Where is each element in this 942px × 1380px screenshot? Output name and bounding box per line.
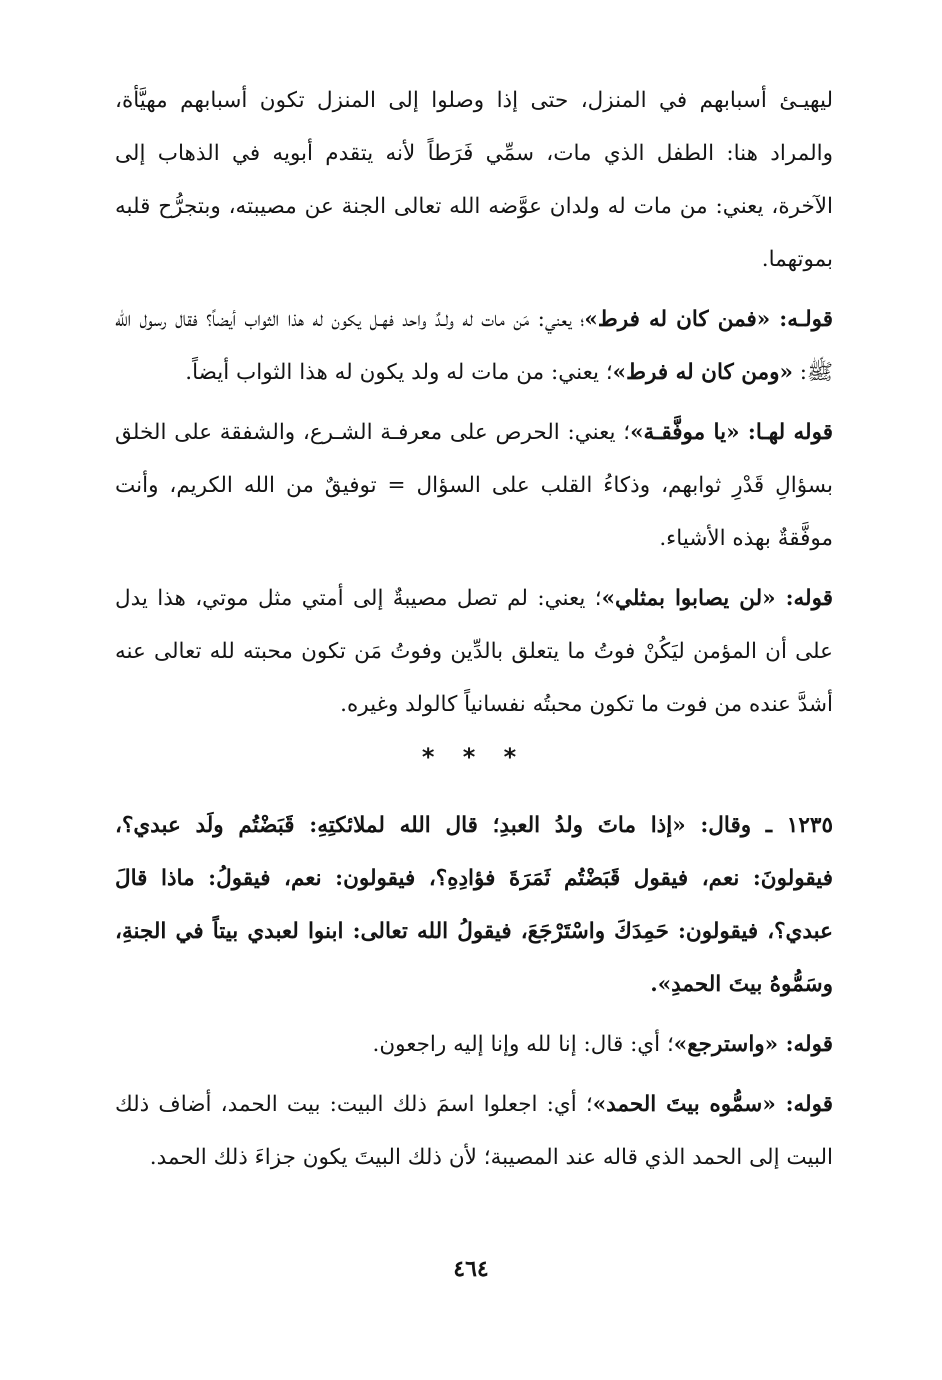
quote-label: قوله: «سمُّوه بيتَ الحمد» bbox=[592, 1092, 833, 1117]
paragraph-text: ؛ يعني: لم تصل مصيبةٌ إلى أمتي مثل موتي، هذا يدل على أن المؤمن ليَكُنْ فوتُ ما يتعلق بالدِّين وفوتُ مَن تكون محبته لله تعالى عنه أشدَّ عنده من فوت ما تكون محبتُه نفسانياً كالولد وغيره. bbox=[115, 586, 833, 717]
paragraph-text: ؛ يعني: من مات له ولد يكون له هذا الثواب أيضاً. bbox=[185, 360, 613, 385]
paragraph-text: ؛ أي: اجعلوا اسمَ ذلك البيت: بيت الحمد، أضاف ذلك البيت إلى الحمد الذي قاله عند المصيبة؛ لأن ذلك البيتَ يكون جزاءَ ذلك الحمد. bbox=[115, 1092, 833, 1170]
hadith-text: ١٢٣٥ ـ وقال: «إذا ماتَ ولدُ العبدِ؛ قال الله لملائكتِهِ: قَبَضْتُم ولَد عبدي؟، فيقولونَ: نعم، فيقول قَبَضْتُم ثَمَرَةَ فؤادِهِ؟، فيقولون: نعم، فيقولُ: ماذا قالَ عبدي؟، فيقولون: حَمِدَكَ واسْتَرْجَعَ، فيقولُ الله تعالى: ابنوا لعبدي بيتاً في الجنةِ، وسَمُّوهُ بيتَ الحمدِ». bbox=[115, 813, 833, 997]
paragraph-text: ؛ يعني: الحرص على معرفـة الشـرع، والشفقة على الخلق بسؤالِ قَدْرِ ثوابهم، وذكاءُ القلب على السؤال = توفيقٌ من الله الكريم، وأنت موفَّقةٌ بهذه الأشياء. bbox=[115, 420, 833, 551]
section-separator: * * * bbox=[421, 743, 527, 771]
paragraph-text: ؛ يعني: مَن مات له ولـدٌ واحد فهـل يكون له هذا الثواب أيضاً؟ فقال رسول الله ﷺ: bbox=[115, 307, 833, 385]
paragraph-text: ؛ أي: قال: إنا لله وإنا إليه راجعون. bbox=[372, 1032, 674, 1057]
quote-label: قوله لهـا: «يا موفَّقـة» bbox=[630, 420, 833, 445]
quote-label: قولـه: «فمن كان له فرط» bbox=[584, 307, 834, 332]
paragraph-2 bbox=[115, 293, 833, 399]
paragraph-3 bbox=[115, 406, 833, 565]
commentary-top bbox=[115, 74, 833, 1184]
quote-label: قوله: «لن يصابوا بمثلي» bbox=[601, 586, 833, 611]
paragraph-6 bbox=[115, 1078, 833, 1184]
paragraph-4 bbox=[115, 572, 833, 731]
paragraph-1: ليهيـئ أسبابهم في المنزل، حتى إذا وصلوا إلى المنزل تكون أسبابهم مهيَّأة، والمراد هنا: الطفل الذي مات، سمِّي فَرَطاً لأنه يتقدم أبويه في الذهاب إلى الآخرة، يعني: من مات له ولدان عوَّضه الله تعالى الجنة عن مصيبته، وبتجرُّح قلبه بموتهما. bbox=[115, 88, 833, 272]
page-number: ٤٦٤ bbox=[453, 1256, 489, 1282]
paragraph-5 bbox=[115, 1018, 833, 1071]
quote-inline: «ومن كان له فرط» bbox=[612, 360, 793, 385]
quote-label: قوله: «واسترجع» bbox=[673, 1032, 833, 1057]
